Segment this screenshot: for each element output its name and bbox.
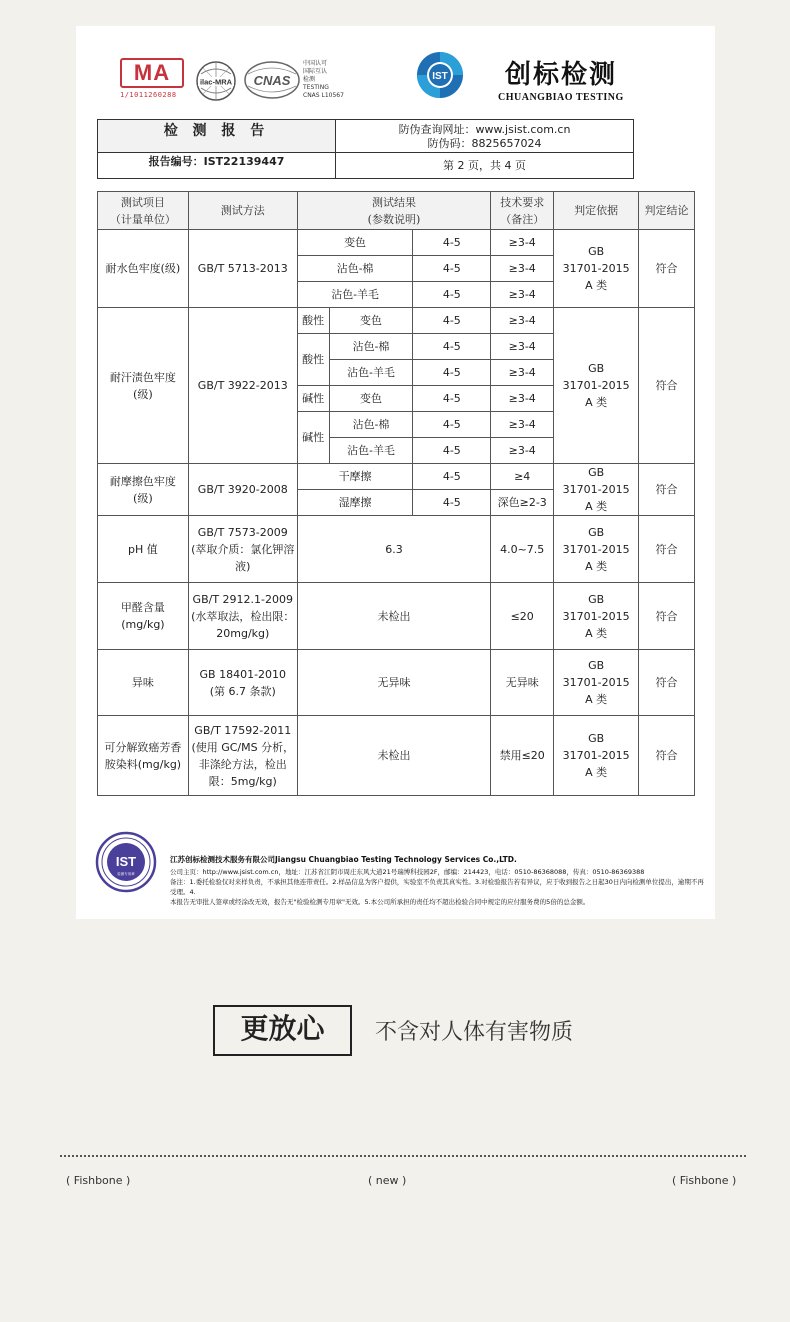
result-cell: 未检出 bbox=[297, 583, 491, 650]
basis-cell: GB 31701-2015 A 类 bbox=[554, 308, 639, 464]
conclusion-cell: 符合 bbox=[639, 464, 695, 516]
req-cell: ≥4 bbox=[491, 464, 554, 490]
sub-group-cell: 酸性 bbox=[297, 334, 329, 386]
req-cell: ≥3-4 bbox=[491, 334, 554, 360]
test-results-table bbox=[97, 191, 695, 796]
seal-subtext: 检测专用章 bbox=[117, 872, 135, 876]
value-cell: 4-5 bbox=[413, 386, 491, 412]
col-header-requirement: 技术要求 （备注） bbox=[491, 192, 554, 230]
seal-text: IST bbox=[115, 854, 137, 869]
ist-seal-logo bbox=[95, 831, 157, 893]
col-header-conclusion: 判定结论 bbox=[639, 192, 695, 230]
table-row bbox=[98, 308, 695, 334]
table-row bbox=[98, 516, 695, 583]
verify-url: 防伪查询网址：www.jsist.com.cn bbox=[398, 123, 571, 136]
ilac-mra-logo bbox=[195, 60, 237, 102]
result-cell: 无异味 bbox=[297, 650, 491, 716]
bottom-label-left: ( Fishbone ) bbox=[66, 1174, 131, 1187]
ilac-text: ilac-MRA bbox=[199, 77, 233, 87]
brand-name-cn: 创标检测 bbox=[505, 60, 618, 90]
req-cell: ≥3-4 bbox=[491, 256, 554, 282]
conclusion-cell: 符合 bbox=[639, 716, 695, 796]
table-row bbox=[98, 464, 695, 490]
result-cell: 未检出 bbox=[297, 716, 491, 796]
basis-cell: GB 31701-2015 A 类 bbox=[554, 230, 639, 308]
method-cell: GB/T 5713-2013 bbox=[188, 230, 297, 308]
col-header-basis: 判定依据 bbox=[554, 192, 639, 230]
cma-logo bbox=[120, 58, 186, 104]
cma-number: 1/1011260288 bbox=[120, 91, 177, 99]
page-info: 第 2 页，共 4 页 bbox=[443, 159, 526, 172]
table-header-row bbox=[98, 192, 695, 230]
value-cell: 4-5 bbox=[413, 412, 491, 438]
bottom-label-right: ( Fishbone ) bbox=[672, 1174, 737, 1187]
req-cell: ≥3-4 bbox=[491, 360, 554, 386]
table-row bbox=[98, 583, 695, 650]
method-cell: GB 18401-2010 (第 6.7 条款) bbox=[188, 650, 297, 716]
conclusion-cell: 符合 bbox=[639, 230, 695, 308]
method-cell: GB/T 2912.1-2009 (水萃取法，检出限： 20mg/kg) bbox=[188, 583, 297, 650]
sub-group-cell: 酸性 bbox=[297, 308, 329, 334]
item-cell: pH 值 bbox=[98, 516, 189, 583]
req-cell: ≥3-4 bbox=[491, 282, 554, 308]
verify-info bbox=[336, 120, 633, 153]
table-row bbox=[98, 716, 695, 796]
col-header-result: 测试结果 (参数说明) bbox=[297, 192, 491, 230]
basis-cell: GB 31701-2015 A 类 bbox=[554, 516, 639, 583]
req-cell: ≤20 bbox=[491, 583, 554, 650]
req-cell: 深色≥2-3 bbox=[491, 490, 554, 516]
bottom-label-center: ( new ) bbox=[368, 1174, 407, 1187]
report-title: 检 测 报 告 bbox=[98, 120, 336, 153]
cnas-note-line: 国际互认 bbox=[303, 68, 328, 75]
param-cell: 沾色-棉 bbox=[329, 334, 413, 360]
item-cell: 耐摩擦色牢度 (级) bbox=[98, 464, 189, 516]
sub-group-cell: 碱性 bbox=[297, 412, 329, 464]
value-cell: 4-5 bbox=[413, 464, 491, 490]
value-cell: 4-5 bbox=[413, 490, 491, 516]
item-cell: 异味 bbox=[98, 650, 189, 716]
param-cell: 沾色-棉 bbox=[329, 412, 413, 438]
req-cell: ≥3-4 bbox=[491, 308, 554, 334]
col-header-method: 测试方法 bbox=[188, 192, 297, 230]
basis-cell: GB 31701-2015 A 类 bbox=[554, 650, 639, 716]
company-info bbox=[170, 855, 710, 907]
conclusion-cell: 符合 bbox=[639, 308, 695, 464]
cnas-note-line: CNAS L10567 bbox=[303, 92, 344, 99]
req-cell: ≥3-4 bbox=[491, 386, 554, 412]
param-cell: 变色 bbox=[329, 386, 413, 412]
req-cell: ≥3-4 bbox=[491, 412, 554, 438]
value-cell: 4-5 bbox=[413, 438, 491, 464]
param-cell: 湿摩擦 bbox=[297, 490, 413, 516]
report-number: 报告编号：IST22139447 bbox=[98, 153, 336, 178]
result-cell: 6.3 bbox=[297, 516, 491, 583]
company-contact: 公司主页：http://www.jsist.com.cn，地址：江苏省江阴市周庄东风大道21号瑞博科技园2F，邮编：214423，电话：0510-86368088，传真：0510-86369388 bbox=[170, 868, 645, 876]
method-cell: GB/T 17592-2011 (使用 GC/MS 分析， 非涤纶方法，检出 限：5mg/kg) bbox=[188, 716, 297, 796]
param-cell: 干摩擦 bbox=[297, 464, 413, 490]
item-cell: 可分解致癌芳香 胺染料(mg/kg) bbox=[98, 716, 189, 796]
param-cell: 沾色-羊毛 bbox=[297, 282, 413, 308]
report-note: 本报告无审批人签章或经涂改无效，报告无"检验检测专用章"无效。5.本公司所承担的责任均不超出检验合同中规定的应付服务费的5倍的总金额。 bbox=[170, 898, 590, 906]
param-cell: 沾色-羊毛 bbox=[329, 438, 413, 464]
cnas-logo bbox=[244, 60, 300, 100]
cnas-note-line: TESTING bbox=[303, 84, 329, 91]
table-row bbox=[98, 230, 695, 256]
value-cell: 4-5 bbox=[413, 256, 491, 282]
basis-cell: GB 31701-2015 A 类 bbox=[554, 464, 639, 516]
item-cell: 耐汗渍色牢度 (级) bbox=[98, 308, 189, 464]
param-cell: 沾色-棉 bbox=[297, 256, 413, 282]
company-name: 江苏创标检测技术服务有限公司Jiangsu Chuangbiao Testing Technology Services Co.,LTD. bbox=[170, 855, 517, 864]
value-cell: 4-5 bbox=[413, 308, 491, 334]
cnas-note-line: 检测 bbox=[303, 76, 316, 83]
sub-group-cell: 碱性 bbox=[297, 386, 329, 412]
conclusion-cell: 符合 bbox=[639, 583, 695, 650]
value-cell: 4-5 bbox=[413, 360, 491, 386]
ist-logo bbox=[415, 50, 465, 100]
ist-text: IST bbox=[432, 71, 448, 82]
col-header-item: 测试项目 （计量单位） bbox=[98, 192, 189, 230]
basis-cell: GB 31701-2015 A 类 bbox=[554, 583, 639, 650]
dotted-divider bbox=[60, 1155, 746, 1157]
report-header bbox=[97, 119, 634, 179]
cnas-note-line: 中国认可 bbox=[303, 60, 328, 67]
value-cell: 4-5 bbox=[413, 230, 491, 256]
table-row bbox=[98, 650, 695, 716]
verify-code: 防伪码：8825657024 bbox=[427, 137, 542, 150]
item-cell: 耐水色牢度(级) bbox=[98, 230, 189, 308]
method-cell: GB/T 3922-2013 bbox=[188, 308, 297, 464]
cnas-note bbox=[303, 60, 363, 100]
value-cell: 4-5 bbox=[413, 334, 491, 360]
req-cell: ≥3-4 bbox=[491, 230, 554, 256]
method-cell: GB/T 3920-2008 bbox=[188, 464, 297, 516]
method-cell: GB/T 7573-2009 (萃取介质：氯化钾溶 液) bbox=[188, 516, 297, 583]
tagline-text: 不含对人体有害物质 bbox=[375, 1020, 574, 1045]
cnas-text: CNAS bbox=[253, 73, 291, 88]
req-cell: 禁用≤20 bbox=[491, 716, 554, 796]
req-cell: 无异味 bbox=[491, 650, 554, 716]
brand-name-en: CHUANGBIAO TESTING bbox=[498, 92, 624, 103]
param-cell: 沾色-羊毛 bbox=[329, 360, 413, 386]
basis-cell: GB 31701-2015 A 类 bbox=[554, 716, 639, 796]
req-cell: 4.0~7.5 bbox=[491, 516, 554, 583]
req-cell: ≥3-4 bbox=[491, 438, 554, 464]
param-cell: 变色 bbox=[297, 230, 413, 256]
conclusion-cell: 符合 bbox=[639, 516, 695, 583]
param-cell: 变色 bbox=[329, 308, 413, 334]
conclusion-cell: 符合 bbox=[639, 650, 695, 716]
tagline-badge: 更放心 bbox=[213, 1005, 352, 1056]
report-note: 备注：1.委托检验仅对来样负责，不承担其他连带责任。2.样品信息为客户提供，实验室不负责其真实性。3.对检验报告若有异议，应于收到报告之日起30日内向检测单位提出，逾期不再受理。4. bbox=[170, 878, 704, 896]
item-cell: 甲醛含量 (mg/kg) bbox=[98, 583, 189, 650]
cma-mark: MA bbox=[120, 58, 184, 88]
value-cell: 4-5 bbox=[413, 282, 491, 308]
